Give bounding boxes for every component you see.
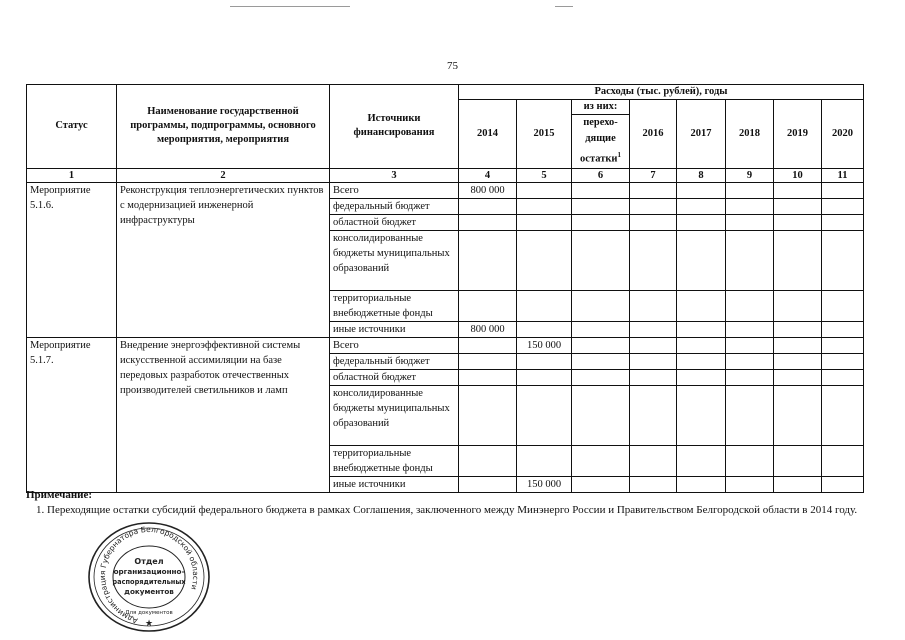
header-year-2014: 2014: [459, 100, 517, 169]
value-cell-empty: [630, 198, 677, 214]
funding-source: Всего: [330, 337, 459, 353]
scan-artifact-line: [555, 6, 573, 7]
value-2014: [459, 198, 517, 214]
value-cell-empty: [630, 182, 677, 198]
value-cell-empty: [677, 385, 726, 445]
value-cell-empty: [677, 290, 726, 321]
footnote-mark: 1: [617, 151, 621, 159]
seal-center-line: распорядительных: [112, 578, 186, 586]
expenses-table: [26, 84, 864, 493]
official-seal: [84, 520, 214, 634]
value-2015: [517, 445, 572, 476]
col-number: 9: [726, 168, 774, 182]
value-cell-empty: [822, 321, 864, 337]
column-numbers-row: [27, 168, 864, 182]
header-name: Наименование государственной программы, подпрограммы, основного мероприятия, мероприятия: [117, 85, 330, 169]
col-number: 7: [630, 168, 677, 182]
value-cell-empty: [774, 476, 822, 492]
value-cell-empty: [677, 214, 726, 230]
event-status: Мероприятие 5.1.6.: [27, 182, 117, 337]
funding-source: Всего: [330, 182, 459, 198]
value-cell-empty: [726, 198, 774, 214]
value-cell-empty: [774, 353, 822, 369]
value-2014: [459, 290, 517, 321]
value-cell-empty: [774, 230, 822, 290]
value-cell-empty: [630, 290, 677, 321]
col-number: 1: [27, 168, 117, 182]
header-sources: Источники финансирования: [330, 85, 459, 169]
value-2015: [517, 198, 572, 214]
value-cell-empty: [774, 445, 822, 476]
value-cell-empty: [774, 321, 822, 337]
header-status: Статус: [27, 85, 117, 169]
value-carryover: [572, 337, 630, 353]
value-2015: [517, 214, 572, 230]
value-cell-empty: [822, 476, 864, 492]
value-cell-empty: [630, 369, 677, 385]
header-year-2020: 2020: [822, 100, 864, 169]
event-name: Реконструкция теплоэнергетических пунктов с модернизацией инженерной инфраструктуры: [117, 182, 330, 337]
note-text: 1. Переходящие остатки субсидий федерального бюджета в рамках Соглашения, заключенного между Минэнерго России и Правительством Белгородской области в 2014 году.: [36, 504, 858, 516]
funding-source: федеральный бюджет: [330, 198, 459, 214]
value-2014: [459, 230, 517, 290]
value-2014: [459, 445, 517, 476]
col-number: 6: [572, 168, 630, 182]
seal-center-line: организационно-: [113, 567, 185, 576]
value-cell-empty: [726, 369, 774, 385]
seal-center-line: документов: [124, 587, 174, 596]
funding-source: консолидированные бюджеты муниципальных образований: [330, 385, 459, 445]
value-2015: [517, 369, 572, 385]
value-cell-empty: [774, 290, 822, 321]
value-cell-empty: [822, 353, 864, 369]
table-row: [27, 182, 864, 198]
value-2015: [517, 385, 572, 445]
value-2015: [517, 290, 572, 321]
value-cell-empty: [677, 476, 726, 492]
value-cell-empty: [822, 214, 864, 230]
value-cell-empty: [677, 230, 726, 290]
value-cell-empty: [774, 198, 822, 214]
value-cell-empty: [774, 369, 822, 385]
value-carryover: [572, 476, 630, 492]
value-carryover: [572, 385, 630, 445]
value-cell-empty: [726, 476, 774, 492]
value-cell-empty: [726, 353, 774, 369]
col-number: 3: [330, 168, 459, 182]
value-2015: [517, 182, 572, 198]
table-row: [27, 337, 864, 353]
event-name: Внедрение энергоэффективной системы искусственной ассимиляции на базе передовых разработок отечественных производителей светильников и ламп: [117, 337, 330, 492]
funding-source: иные источники: [330, 321, 459, 337]
value-cell-empty: [630, 214, 677, 230]
value-cell-empty: [774, 337, 822, 353]
value-2014: 800 000: [459, 321, 517, 337]
value-cell-empty: [774, 385, 822, 445]
value-cell-empty: [630, 353, 677, 369]
seal-ring-text: Администрация Губернатора Белгородской области: [97, 524, 201, 626]
value-cell-empty: [726, 337, 774, 353]
value-cell-empty: [630, 445, 677, 476]
value-2014: [459, 353, 517, 369]
value-carryover: [572, 445, 630, 476]
header-year-2015: 2015: [517, 100, 572, 169]
seal-center-line: Отдел: [134, 557, 164, 566]
seal-star-icon: ★: [144, 619, 154, 629]
value-cell-empty: [630, 337, 677, 353]
value-2015: [517, 353, 572, 369]
funding-source: областной бюджет: [330, 369, 459, 385]
funding-source: федеральный бюджет: [330, 353, 459, 369]
value-cell-empty: [822, 337, 864, 353]
value-cell-empty: [822, 290, 864, 321]
header-carryover: перехо-дящие остатки$^1$: [572, 115, 630, 169]
value-carryover: [572, 290, 630, 321]
page-number: 75: [447, 60, 458, 72]
value-carryover: [572, 182, 630, 198]
value-carryover: [572, 321, 630, 337]
funding-source: иные источники: [330, 476, 459, 492]
value-2014: 800 000: [459, 182, 517, 198]
value-2014: [459, 385, 517, 445]
value-cell-empty: [726, 230, 774, 290]
seal-bottom-text: Для документов: [125, 610, 173, 616]
value-carryover: [572, 198, 630, 214]
value-cell-empty: [822, 182, 864, 198]
value-cell-empty: [630, 321, 677, 337]
value-carryover: [572, 369, 630, 385]
value-cell-empty: [677, 182, 726, 198]
value-cell-empty: [822, 445, 864, 476]
value-cell-empty: [726, 321, 774, 337]
col-number: 8: [677, 168, 726, 182]
value-cell-empty: [822, 198, 864, 214]
seal-graphic: [84, 520, 214, 634]
note-title: Примечание:: [26, 489, 93, 501]
value-cell-empty: [677, 337, 726, 353]
value-cell-empty: [677, 321, 726, 337]
value-cell-empty: [774, 182, 822, 198]
col-number: 10: [774, 168, 822, 182]
value-2014: [459, 337, 517, 353]
funding-source: областной бюджет: [330, 214, 459, 230]
value-cell-empty: [677, 353, 726, 369]
header-of-which: из них:: [572, 100, 630, 115]
value-cell-empty: [726, 445, 774, 476]
col-number: 11: [822, 168, 864, 182]
value-2015: [517, 321, 572, 337]
col-number: 5: [517, 168, 572, 182]
value-cell-empty: [630, 230, 677, 290]
value-cell-empty: [677, 198, 726, 214]
value-cell-empty: [726, 214, 774, 230]
value-cell-empty: [822, 385, 864, 445]
value-2015: 150 000: [517, 337, 572, 353]
value-2014: [459, 214, 517, 230]
value-2015: [517, 230, 572, 290]
event-status: Мероприятие 5.1.7.: [27, 337, 117, 492]
value-cell-empty: [726, 182, 774, 198]
header-year-2017: 2017: [677, 100, 726, 169]
value-carryover: [572, 214, 630, 230]
value-2015: 150 000: [517, 476, 572, 492]
col-number: 4: [459, 168, 517, 182]
value-cell-empty: [774, 214, 822, 230]
header-year-2016: 2016: [630, 100, 677, 169]
value-cell-empty: [822, 230, 864, 290]
funding-source: территориальные внебюджетные фонды: [330, 445, 459, 476]
value-cell-empty: [822, 369, 864, 385]
value-cell-empty: [630, 476, 677, 492]
value-cell-empty: [677, 369, 726, 385]
value-carryover: [572, 230, 630, 290]
header-year-2018: 2018: [726, 100, 774, 169]
value-2014: [459, 476, 517, 492]
value-2014: [459, 369, 517, 385]
value-cell-empty: [630, 385, 677, 445]
funding-source: консолидированные бюджеты муниципальных образований: [330, 230, 459, 290]
value-cell-empty: [726, 290, 774, 321]
col-number: 2: [117, 168, 330, 182]
value-cell-empty: [726, 385, 774, 445]
value-cell-empty: [677, 445, 726, 476]
header-year-2019: 2019: [774, 100, 822, 169]
value-carryover: [572, 353, 630, 369]
header-expenses: Расходы (тыс. рублей), годы: [459, 85, 864, 100]
funding-source: территориальные внебюджетные фонды: [330, 290, 459, 321]
scan-artifact-line: [230, 6, 350, 7]
